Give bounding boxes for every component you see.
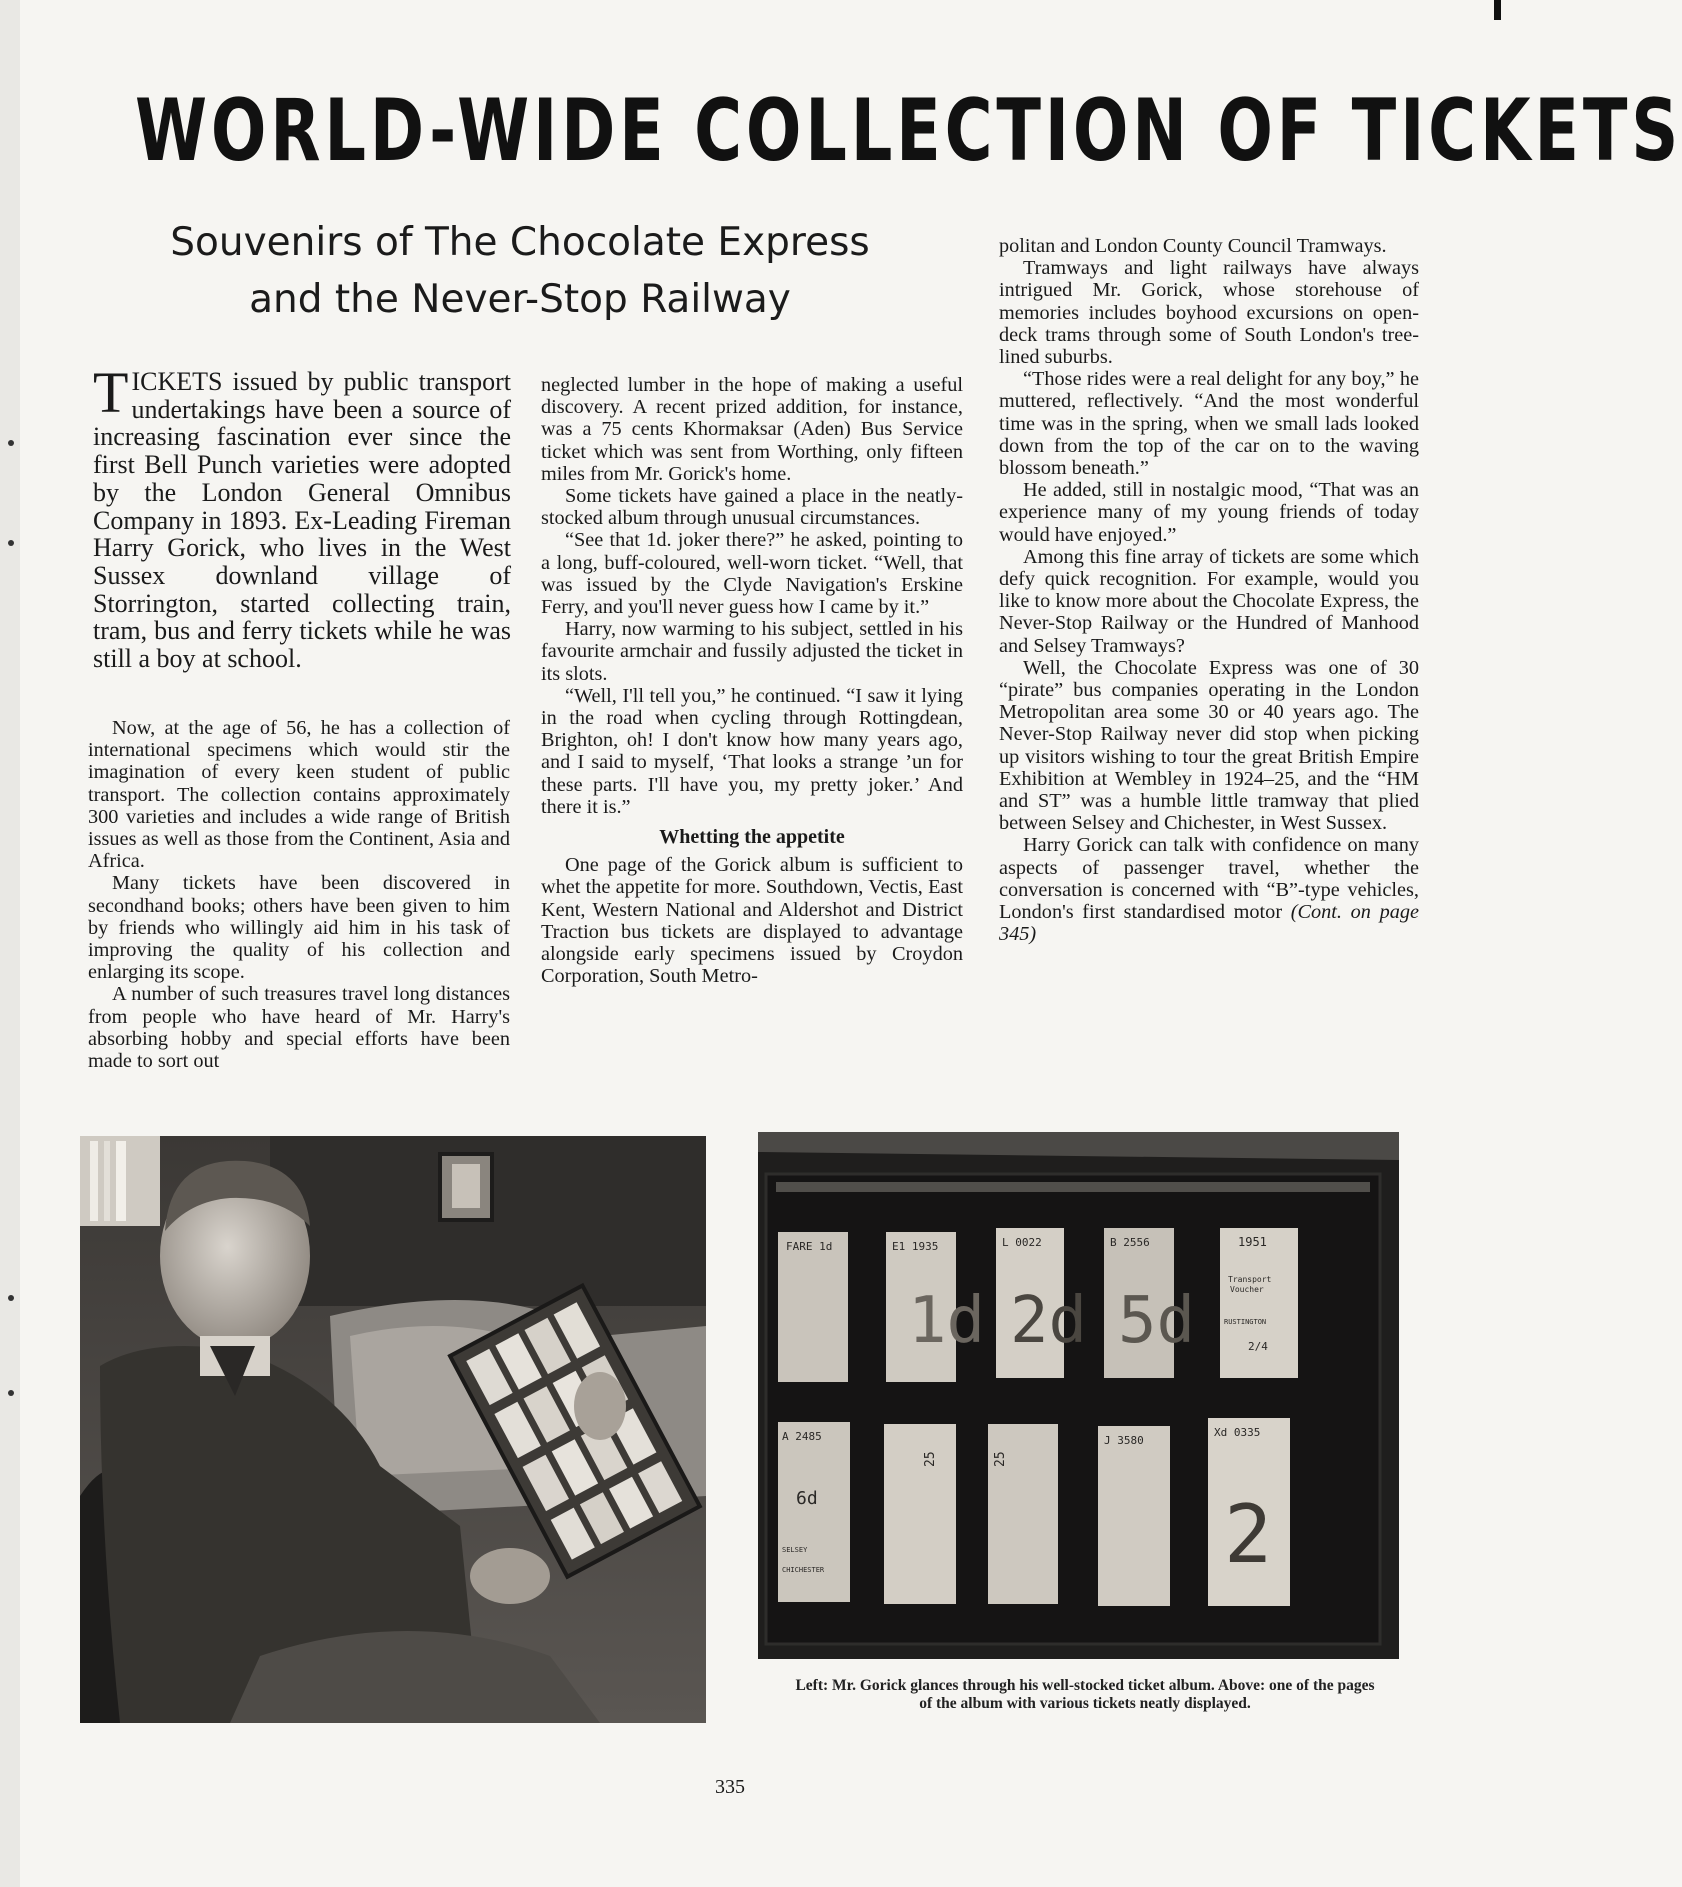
page-edge bbox=[0, 0, 20, 1887]
ticket-serial: J 3580 bbox=[1104, 1434, 1144, 1447]
ticket-value: 25 bbox=[993, 1451, 1008, 1467]
column-1 bbox=[88, 717, 510, 1072]
ticket-serial: B 2556 bbox=[1110, 1236, 1150, 1249]
ticket-value: 2d bbox=[1010, 1284, 1088, 1358]
paragraph: He added, still in nostalgic mood, “That was an experience many of my young friends of today would have enjoyed.” bbox=[999, 479, 1419, 546]
ticket-text: Voucher bbox=[1230, 1285, 1264, 1294]
ticket-value: 5d bbox=[1118, 1284, 1196, 1358]
paragraph: “Well, I'll tell you,” he continued. “I saw it lying in the road when cycling through Rottingdean, Brighton, oh! I don't know how many years ago, and I said to myself, ‘That looks a strange ’un for these parts. I'll have you, my pretty joker.’ And there it is.” bbox=[541, 684, 963, 818]
paragraph: neglected lumber in the hope of making a useful discovery. A recent prized addition, for instance, was a 75 cents Khormaksar (Aden) Bus Service ticket which was sent from Worthing, only fifteen miles from Mr. Gorick's home. bbox=[541, 374, 963, 485]
ticket-value: 25 bbox=[923, 1451, 938, 1467]
binding-mark bbox=[8, 540, 14, 546]
paragraph: Tramways and light railways have always intrigued Mr. Gorick, whose storehouse of memories includes boyhood excursions on open-deck trams through some of South London's tree-lined suburbs. bbox=[999, 257, 1419, 369]
ticket-serial: A 2485 bbox=[782, 1430, 822, 1443]
subhead-line-1: Souvenirs of The Chocolate Express bbox=[170, 220, 870, 265]
ticket bbox=[1220, 1228, 1298, 1378]
ticket-serial: L 0022 bbox=[1002, 1236, 1042, 1249]
ticket-value: 6d bbox=[796, 1488, 818, 1509]
ticket-text: Transport bbox=[1228, 1275, 1272, 1284]
ticket-serial: 1951 bbox=[1238, 1235, 1267, 1249]
paragraph: politan and London County Council Tramways. bbox=[999, 235, 1387, 257]
ticket-text: RUSTINGTON bbox=[1224, 1318, 1267, 1326]
paragraph: Well, the Chocolate Express was one of 30 “pirate” bus companies operating in the London Metropolitan area some 30 or 40 years ago. The Never-Stop Railway never did stop when picking up visitors wishing to tour the great British Empire Exhibition at Wembley in 1924–25, and the “HM and ST” was a humble little tramway that plied between Selsey and Chichester, in West Sussex. bbox=[999, 656, 1419, 835]
continuation-note: (Cont. on page 345) bbox=[999, 901, 1419, 946]
paragraph: Harry, now warming to his subject, settled in his favourite armchair and fussily adjusted the ticket in its slots. bbox=[541, 618, 963, 685]
ticket bbox=[1098, 1426, 1170, 1606]
column-3 bbox=[999, 235, 1419, 946]
ticket bbox=[988, 1424, 1058, 1604]
ticket-serial: FARE 1d bbox=[786, 1240, 833, 1253]
drop-cap: T bbox=[93, 360, 129, 425]
ticket bbox=[778, 1232, 848, 1382]
paragraph bbox=[999, 834, 1419, 945]
paragraph: “See that 1d. joker there?” he asked, pointing to a long, buff-coloured, well-worn ticket. “Well, that was issued by the Clyde Navigation's Erskine Ferry, and you'll never guess how I came by it.” bbox=[541, 529, 963, 619]
ticket-value: 1d bbox=[908, 1284, 986, 1358]
paragraph: Some tickets have gained a place in the neatly-stocked album through unusual circumstances. bbox=[541, 485, 963, 530]
paragraph: Many tickets have been discovered in secondhand books; others have been given to him by friends who willingly aid him in his task of improving the quality of his collection and enlarging its scope. bbox=[88, 872, 510, 984]
corner-mark bbox=[1494, 0, 1501, 20]
photo-caption: Left: Mr. Gorick glances through his well-stocked ticket album. Above: one of the pages of the album with various tickets neatly displayed. bbox=[795, 1677, 1375, 1712]
photo-man-with-album-image bbox=[80, 1136, 706, 1723]
lead-paragraph bbox=[93, 360, 511, 674]
binding-mark bbox=[8, 440, 14, 446]
ticket-text: CHICHESTER bbox=[782, 1566, 825, 1574]
ticket-text: SELSEY bbox=[782, 1546, 808, 1554]
binding-mark bbox=[8, 1390, 14, 1396]
ticket bbox=[884, 1424, 956, 1604]
paragraph: A number of such treasures travel long distances from people who have heard of Mr. Harry's absorbing hobby and special efforts have been made to sort out bbox=[88, 983, 510, 1073]
page-number: 335 bbox=[715, 1776, 745, 1798]
photo-ticket-album-page bbox=[758, 1132, 1399, 1659]
paragraph: “Those rides were a real delight for any boy,” he muttered, reflectively. “And the most wonderful time was in the spring, when we small lads looked down from the top of the car on to the waving blossom beneath.” bbox=[999, 368, 1419, 480]
subhead bbox=[150, 214, 890, 328]
photo-man-with-album bbox=[80, 1136, 706, 1723]
lead-text: ICKETS issued by public transport undertakings have been a source of increasing fascination ever since the first Bell Punch varieties were adopted by the London General Omnibus Company in 1893. Ex-Leading Fireman Harry Gorick, who lives in the West Sussex downland village of Storrington, started collecting train, tram, bus and ferry tickets while he was still a boy at school. bbox=[93, 367, 511, 674]
paragraph-text: Harry Gorick can talk with confidence on many aspects of passenger travel, whether the conversation is concerned with “B”-type vehicles, London's first standardised motor bbox=[999, 834, 1419, 924]
subhead-line-2: and the Never-Stop Railway bbox=[249, 277, 791, 322]
column-2 bbox=[541, 374, 963, 987]
ticket bbox=[1208, 1418, 1290, 1606]
ticket-page-image bbox=[758, 1132, 1399, 1659]
ticket-value: 2 bbox=[1224, 1488, 1273, 1581]
ticket bbox=[778, 1422, 850, 1602]
ticket-serial: Xd 0335 bbox=[1214, 1426, 1261, 1439]
paragraph: Among this fine array of tickets are some which defy quick recognition. For example, would you like to know more about the Chocolate Express, the Never-Stop Railway or the Hundred of Manhood and Selsey Tramways? bbox=[999, 545, 1419, 657]
paragraph: Now, at the age of 56, he has a collection of international specimens which would stir the imagination of every keen student of public transport. The collection contains approximately 300 varieties and includes a wide range of British issues as well as those from the Continent, Asia and Africa. bbox=[88, 717, 510, 873]
ticket-serial: E1 1935 bbox=[892, 1240, 939, 1253]
ticket-value: 2/4 bbox=[1248, 1340, 1268, 1353]
binding-mark bbox=[8, 1295, 14, 1301]
paragraph: One page of the Gorick album is sufficient to whet the appetite for more. Southdown, Vectis, East Kent, Western National and Aldershot and District Traction bus tickets are displayed to advantage alongside early specimens issued by Croydon Corporation, South Metro- bbox=[541, 854, 963, 988]
headline: WORLD-WIDE COLLECTION OF TICKETS bbox=[135, 81, 1682, 181]
section-subheading: Whetting the appetite bbox=[659, 826, 845, 849]
